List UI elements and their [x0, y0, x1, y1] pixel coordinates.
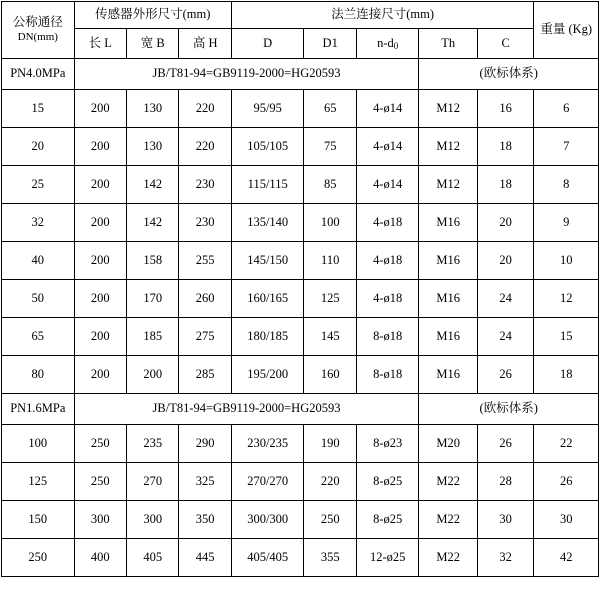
section-pressure-rating: PN1.6MPa [2, 394, 75, 425]
cell-d1: 160 [304, 356, 356, 394]
cell-weight: 10 [534, 242, 599, 280]
cell-dn: 80 [2, 356, 75, 394]
cell-c: 26 [477, 425, 533, 463]
section-note: (欧标体系) [419, 59, 599, 90]
cell-bolt-holes: 4-ø18 [356, 204, 419, 242]
cell-thread: M22 [419, 463, 477, 501]
cell-c: 18 [477, 128, 533, 166]
cell-length: 200 [74, 90, 126, 128]
cell-d: 95/95 [231, 90, 304, 128]
cell-width: 158 [127, 242, 179, 280]
cell-width: 130 [127, 128, 179, 166]
cell-dn: 250 [2, 539, 75, 577]
cell-c: 28 [477, 463, 533, 501]
cell-dn: 125 [2, 463, 75, 501]
cell-d: 145/150 [231, 242, 304, 280]
header-group-row [2, 2, 599, 29]
cell-thread: M22 [419, 539, 477, 577]
table-row [2, 425, 599, 463]
cell-d1: 355 [304, 539, 356, 577]
cell-height: 220 [179, 128, 231, 166]
cell-d: 105/105 [231, 128, 304, 166]
specification-table [1, 1, 599, 577]
cell-bolt-holes: 12-ø25 [356, 539, 419, 577]
cell-dn: 40 [2, 242, 75, 280]
header-bolt-holes-subscript: 0 [393, 40, 399, 51]
cell-d1: 65 [304, 90, 356, 128]
table-row [2, 128, 599, 166]
cell-d: 160/165 [231, 280, 304, 318]
cell-height: 445 [179, 539, 231, 577]
cell-thread: M16 [419, 204, 477, 242]
cell-height: 260 [179, 280, 231, 318]
header-weight-unit: (Kg) [568, 22, 593, 37]
cell-d: 180/185 [231, 318, 304, 356]
section-header-row [2, 59, 599, 90]
cell-width: 300 [127, 501, 179, 539]
cell-bolt-holes: 4-ø14 [356, 90, 419, 128]
cell-thread: M12 [419, 128, 477, 166]
table-row [2, 280, 599, 318]
cell-length: 200 [74, 318, 126, 356]
cell-height: 275 [179, 318, 231, 356]
cell-c: 30 [477, 501, 533, 539]
cell-width: 405 [127, 539, 179, 577]
cell-d: 115/115 [231, 166, 304, 204]
header-thread-th: Th [419, 29, 477, 59]
cell-length: 200 [74, 242, 126, 280]
cell-thread: M12 [419, 166, 477, 204]
cell-length: 200 [74, 204, 126, 242]
cell-c: 16 [477, 90, 533, 128]
cell-width: 142 [127, 166, 179, 204]
cell-width: 185 [127, 318, 179, 356]
cell-length: 200 [74, 128, 126, 166]
cell-weight: 26 [534, 463, 599, 501]
cell-d1: 220 [304, 463, 356, 501]
section-note: (欧标体系) [419, 394, 599, 425]
cell-height: 230 [179, 166, 231, 204]
cell-bolt-holes: 4-ø18 [356, 280, 419, 318]
cell-weight: 8 [534, 166, 599, 204]
cell-length: 200 [74, 166, 126, 204]
cell-height: 220 [179, 90, 231, 128]
header-height-h: 高 H [179, 29, 231, 59]
cell-dn: 20 [2, 128, 75, 166]
cell-weight: 30 [534, 501, 599, 539]
table-row [2, 463, 599, 501]
cell-bolt-holes: 4-ø14 [356, 166, 419, 204]
header-group-flange-dimensions: 法兰连接尺寸(mm) [231, 2, 533, 29]
cell-width: 130 [127, 90, 179, 128]
cell-d1: 85 [304, 166, 356, 204]
cell-width: 235 [127, 425, 179, 463]
cell-thread: M12 [419, 90, 477, 128]
cell-c: 24 [477, 280, 533, 318]
cell-d1: 75 [304, 128, 356, 166]
cell-height: 325 [179, 463, 231, 501]
section-header-row [2, 394, 599, 425]
cell-c: 20 [477, 242, 533, 280]
header-group-sensor-dimensions: 传感器外形尺寸(mm) [74, 2, 231, 29]
cell-thread: M16 [419, 318, 477, 356]
table-row [2, 501, 599, 539]
cell-weight: 22 [534, 425, 599, 463]
cell-width: 142 [127, 204, 179, 242]
cell-dn: 15 [2, 90, 75, 128]
cell-height: 230 [179, 204, 231, 242]
table-header [2, 2, 599, 59]
cell-thread: M16 [419, 242, 477, 280]
cell-d: 270/270 [231, 463, 304, 501]
section-pressure-rating: PN4.0MPa [2, 59, 75, 90]
cell-d: 230/235 [231, 425, 304, 463]
cell-weight: 15 [534, 318, 599, 356]
cell-d1: 250 [304, 501, 356, 539]
cell-bolt-holes: 8-ø25 [356, 463, 419, 501]
header-flange-d: D [231, 29, 304, 59]
header-bolt-holes-nd0 [356, 29, 419, 59]
cell-weight: 18 [534, 356, 599, 394]
header-bolt-holes-text: n-d [377, 35, 394, 50]
cell-dn: 32 [2, 204, 75, 242]
header-weight-label: 重量 [540, 22, 566, 37]
cell-d: 300/300 [231, 501, 304, 539]
cell-thread: M20 [419, 425, 477, 463]
cell-d: 405/405 [231, 539, 304, 577]
cell-dn: 50 [2, 280, 75, 318]
table-row [2, 242, 599, 280]
header-nominal-diameter-unit: DN(mm) [17, 30, 58, 43]
cell-dn: 25 [2, 166, 75, 204]
cell-bolt-holes: 8-ø18 [356, 318, 419, 356]
cell-c: 26 [477, 356, 533, 394]
cell-width: 270 [127, 463, 179, 501]
cell-dn: 65 [2, 318, 75, 356]
cell-bolt-holes: 4-ø18 [356, 242, 419, 280]
table-row [2, 318, 599, 356]
cell-length: 200 [74, 280, 126, 318]
cell-width: 200 [127, 356, 179, 394]
cell-height: 255 [179, 242, 231, 280]
table-row [2, 204, 599, 242]
cell-weight: 12 [534, 280, 599, 318]
cell-weight: 6 [534, 90, 599, 128]
cell-c: 20 [477, 204, 533, 242]
header-length-l: 长 L [74, 29, 126, 59]
header-nominal-diameter-label: 公称通径 [12, 15, 63, 30]
cell-height: 285 [179, 356, 231, 394]
header-group-weight [534, 2, 599, 59]
cell-dn: 150 [2, 501, 75, 539]
cell-d1: 100 [304, 204, 356, 242]
header-flange-c: C [477, 29, 533, 59]
cell-bolt-holes: 8-ø25 [356, 501, 419, 539]
cell-height: 290 [179, 425, 231, 463]
cell-c: 32 [477, 539, 533, 577]
header-sub-row [2, 29, 599, 59]
header-width-b: 宽 B [127, 29, 179, 59]
cell-d1: 125 [304, 280, 356, 318]
cell-width: 170 [127, 280, 179, 318]
cell-bolt-holes: 4-ø14 [356, 128, 419, 166]
cell-weight: 9 [534, 204, 599, 242]
section-standard: JB/T81-94=GB9119-2000=HG20593 [74, 59, 419, 90]
cell-thread: M16 [419, 280, 477, 318]
table-row [2, 356, 599, 394]
cell-thread: M16 [419, 356, 477, 394]
cell-d1: 145 [304, 318, 356, 356]
cell-weight: 7 [534, 128, 599, 166]
cell-length: 250 [74, 463, 126, 501]
cell-length: 400 [74, 539, 126, 577]
cell-d1: 110 [304, 242, 356, 280]
table-row [2, 90, 599, 128]
cell-length: 200 [74, 356, 126, 394]
cell-bolt-holes: 8-ø18 [356, 356, 419, 394]
cell-d: 135/140 [231, 204, 304, 242]
section-standard: JB/T81-94=GB9119-2000=HG20593 [74, 394, 419, 425]
header-nominal-diameter [2, 2, 75, 59]
cell-height: 350 [179, 501, 231, 539]
cell-c: 18 [477, 166, 533, 204]
header-flange-d1: D1 [304, 29, 356, 59]
cell-c: 24 [477, 318, 533, 356]
cell-length: 250 [74, 425, 126, 463]
cell-bolt-holes: 8-ø23 [356, 425, 419, 463]
table-row [2, 166, 599, 204]
cell-thread: M22 [419, 501, 477, 539]
cell-dn: 100 [2, 425, 75, 463]
cell-length: 300 [74, 501, 126, 539]
table-body [2, 59, 599, 577]
cell-weight: 42 [534, 539, 599, 577]
cell-d: 195/200 [231, 356, 304, 394]
table-row [2, 539, 599, 577]
cell-d1: 190 [304, 425, 356, 463]
